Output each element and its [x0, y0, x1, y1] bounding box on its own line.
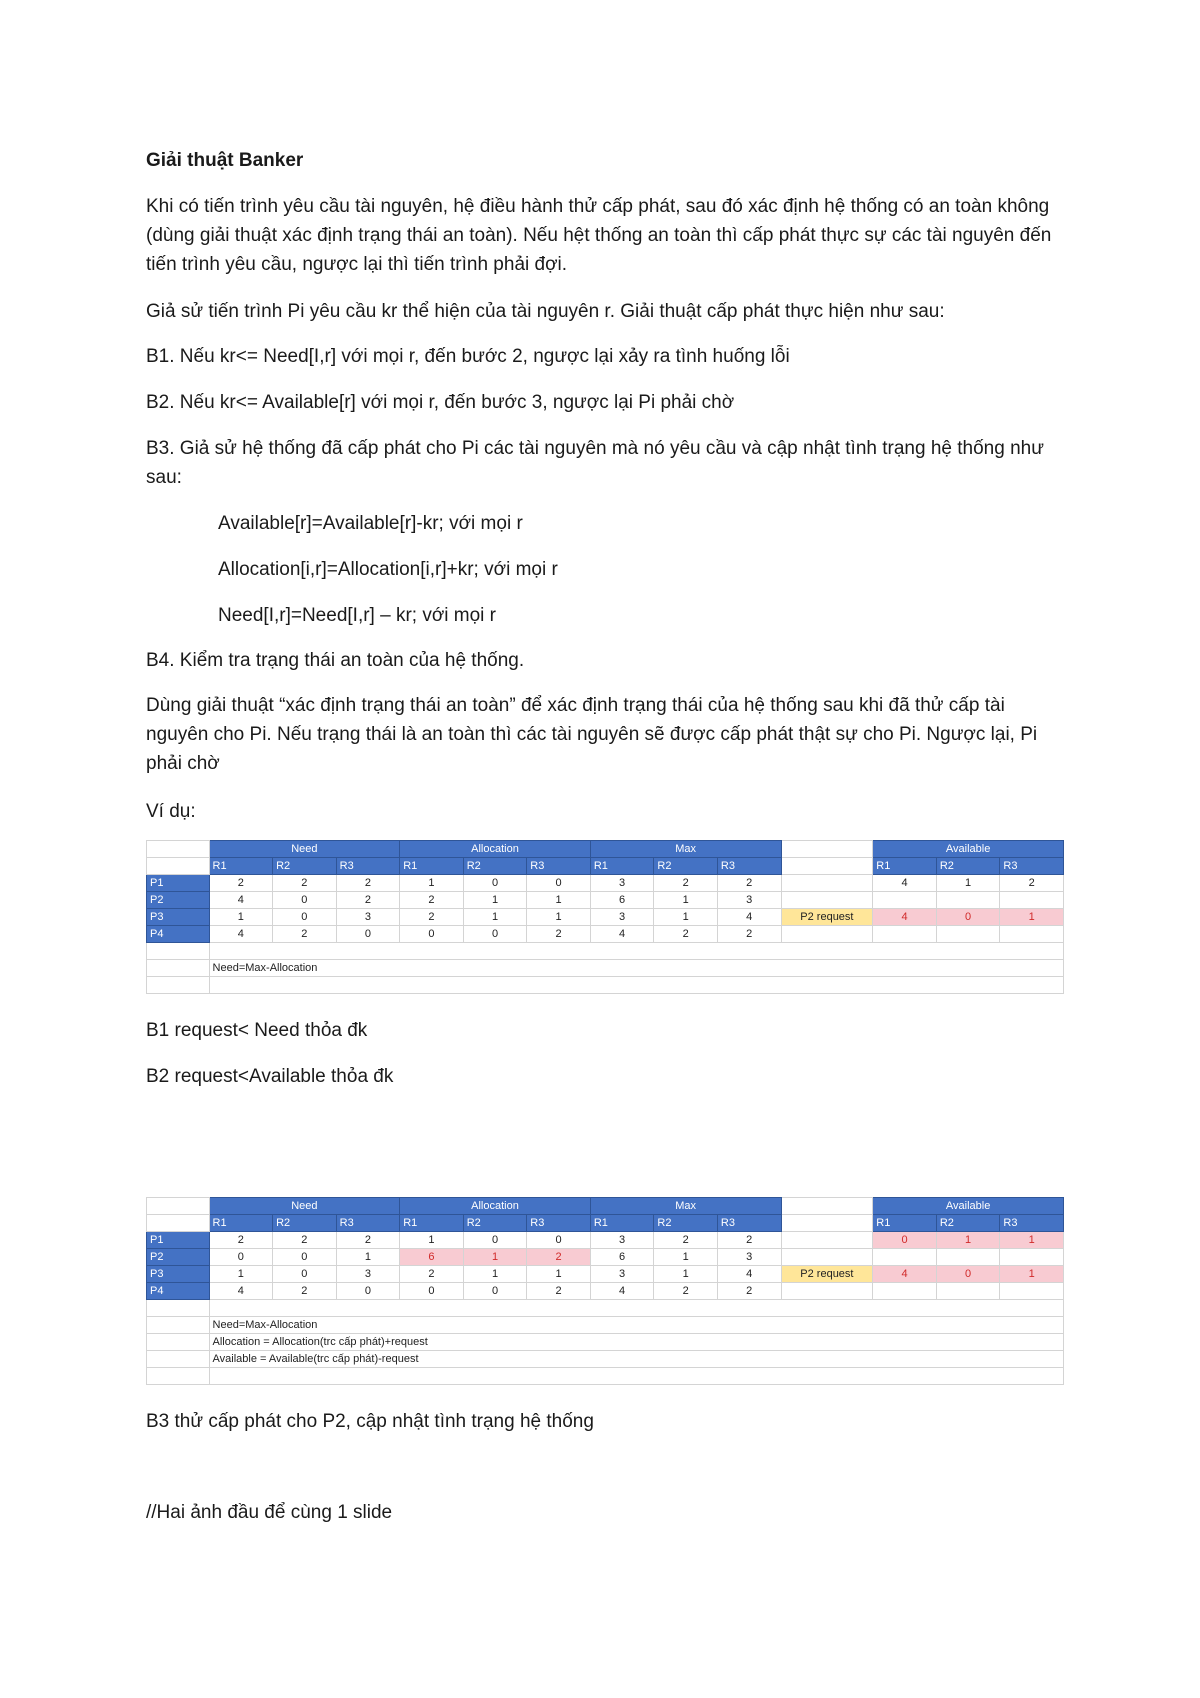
blank-cell — [1000, 892, 1064, 909]
request-cell: 0 — [936, 1266, 1000, 1283]
max-cell: 4 — [590, 1283, 654, 1300]
subheader-r2: R2 — [273, 1215, 337, 1232]
blank-cell — [147, 1300, 210, 1317]
available-cell: 1 — [936, 1232, 1000, 1249]
need-cell: 1 — [209, 909, 273, 926]
subheader-r3: R3 — [717, 858, 781, 875]
subheader-r3: R3 — [336, 858, 400, 875]
subheader-r2: R2 — [654, 858, 718, 875]
formula-available: Available[r]=Available[r]-kr; với mọi r — [218, 513, 523, 534]
blank-cell — [873, 1283, 937, 1300]
need-cell: 3 — [336, 909, 400, 926]
subheader-r3: R3 — [1000, 858, 1064, 875]
available-cell: 0 — [873, 1232, 937, 1249]
header-need: Need — [209, 1198, 400, 1215]
alloc-cell: 0 — [463, 1232, 527, 1249]
need-cell: 0 — [209, 1249, 273, 1266]
max-cell: 2 — [654, 875, 718, 892]
process-id: P2 — [147, 1249, 210, 1266]
need-cell: 4 — [209, 892, 273, 909]
formula-allocation: Allocation[i,r]=Allocation[i,r]+kr; với mọi r — [218, 559, 558, 580]
process-id: P3 — [147, 909, 210, 926]
blank-cell — [873, 1249, 937, 1266]
alloc-cell: 2 — [400, 892, 464, 909]
need-cell: 2 — [273, 1232, 337, 1249]
blank-cell — [873, 892, 937, 909]
alloc-cell: 2 — [400, 909, 464, 926]
corner-cell — [147, 841, 210, 858]
subheader-r1: R1 — [209, 1215, 273, 1232]
blank-cell — [781, 926, 873, 943]
table-row — [147, 875, 1064, 892]
alloc-cell: 1 — [527, 1266, 591, 1283]
blank-cell — [147, 1215, 210, 1232]
available-cell: 2 — [1000, 875, 1064, 892]
max-cell: 1 — [654, 892, 718, 909]
table-note: Available = Available(trc cấp phát)-request — [209, 1351, 1063, 1368]
need-cell: 2 — [209, 875, 273, 892]
header-max: Max — [590, 1198, 781, 1215]
alloc-cell: 1 — [463, 1266, 527, 1283]
need-cell: 0 — [273, 1249, 337, 1266]
alloc-cell: 2 — [400, 1266, 464, 1283]
request-cell: 4 — [873, 1266, 937, 1283]
blank-cell — [1000, 926, 1064, 943]
need-cell: 3 — [336, 1266, 400, 1283]
table-row — [147, 1232, 1064, 1249]
need-cell: 2 — [336, 892, 400, 909]
alloc-cell: 1 — [400, 875, 464, 892]
need-cell: 1 — [209, 1266, 273, 1283]
header-max: Max — [590, 841, 781, 858]
blank-cell — [147, 1368, 210, 1385]
blank-cell — [147, 977, 210, 994]
subheader-r2: R2 — [273, 858, 337, 875]
request-cell: 1 — [1000, 909, 1064, 926]
subheader-r2: R2 — [936, 858, 1000, 875]
request-cell: 1 — [1000, 1266, 1064, 1283]
blank-cell — [147, 1351, 210, 1368]
subheader-r3: R3 — [1000, 1215, 1064, 1232]
need-cell: 4 — [209, 926, 273, 943]
subheader-r3: R3 — [527, 1215, 591, 1232]
table-row — [147, 1283, 1064, 1300]
max-cell: 2 — [654, 1232, 718, 1249]
max-cell: 6 — [590, 892, 654, 909]
need-cell: 2 — [273, 1283, 337, 1300]
blank-cell — [209, 943, 1063, 960]
table-row — [147, 892, 1064, 909]
alloc-cell: 0 — [400, 1283, 464, 1300]
process-id: P4 — [147, 926, 210, 943]
need-cell: 2 — [273, 926, 337, 943]
alloc-cell: 2 — [527, 1283, 591, 1300]
subheader-r2: R2 — [936, 1215, 1000, 1232]
need-cell: 4 — [209, 1283, 273, 1300]
header-available: Available — [873, 841, 1064, 858]
blank-cell — [147, 960, 210, 977]
need-cell: 2 — [336, 1232, 400, 1249]
max-cell: 2 — [717, 1283, 781, 1300]
table-row — [147, 1266, 1064, 1283]
blank-cell — [781, 858, 873, 875]
max-cell: 6 — [590, 1249, 654, 1266]
subheader-r1: R1 — [873, 858, 937, 875]
need-cell: 0 — [273, 909, 337, 926]
blank-cell — [781, 1232, 873, 1249]
subheader-r3: R3 — [527, 858, 591, 875]
subheader-r1: R1 — [400, 858, 464, 875]
step-b4: B4. Kiểm tra trạng thái an toàn của hệ thống. — [146, 650, 525, 671]
blank-cell — [781, 892, 873, 909]
blank-cell — [936, 1249, 1000, 1266]
need-cell: 0 — [336, 1283, 400, 1300]
need-cell: 0 — [336, 926, 400, 943]
blank-cell — [781, 1198, 873, 1215]
max-cell: 1 — [654, 1249, 718, 1266]
process-id: P2 — [147, 892, 210, 909]
alloc-cell: 0 — [463, 926, 527, 943]
blank-cell — [147, 943, 210, 960]
subheader-r2: R2 — [463, 858, 527, 875]
max-cell: 3 — [590, 1232, 654, 1249]
max-cell: 2 — [717, 875, 781, 892]
blank-cell — [1000, 1249, 1064, 1266]
blank-cell — [147, 858, 210, 875]
alloc-cell: 2 — [527, 1249, 591, 1266]
blank-cell — [147, 1334, 210, 1351]
max-cell: 3 — [590, 909, 654, 926]
alloc-cell: 0 — [400, 926, 464, 943]
max-cell: 1 — [654, 1266, 718, 1283]
available-cell: 1 — [1000, 1232, 1064, 1249]
subheader-r2: R2 — [654, 1215, 718, 1232]
alloc-cell: 1 — [463, 892, 527, 909]
table-row — [147, 1249, 1064, 1266]
header-available: Available — [873, 1198, 1064, 1215]
header-allocation: Allocation — [400, 841, 591, 858]
process-id: P3 — [147, 1266, 210, 1283]
max-cell: 3 — [717, 892, 781, 909]
blank-cell — [873, 926, 937, 943]
alloc-cell: 2 — [527, 926, 591, 943]
process-id: P1 — [147, 875, 210, 892]
banker-table-after-allocation — [146, 1197, 1064, 1385]
max-cell: 1 — [654, 909, 718, 926]
blank-cell — [209, 1368, 1063, 1385]
doc-title: Giải thuật Banker — [146, 150, 304, 171]
max-cell: 4 — [590, 926, 654, 943]
subheader-r3: R3 — [336, 1215, 400, 1232]
blank-cell — [936, 892, 1000, 909]
corner-cell — [147, 1198, 210, 1215]
need-cell: 0 — [273, 892, 337, 909]
step-b2: B2. Nếu kr<= Available[r] với mọi r, đến bước 3, ngược lại Pi phải chờ — [146, 392, 735, 413]
blank-cell — [209, 1300, 1063, 1317]
request-cell: 4 — [873, 909, 937, 926]
max-cell: 2 — [717, 926, 781, 943]
footer-note: //Hai ảnh đầu để cùng 1 slide — [146, 1502, 393, 1523]
max-cell: 2 — [717, 1232, 781, 1249]
table-row — [147, 909, 1064, 926]
subheader-r1: R1 — [873, 1215, 937, 1232]
subheader-r3: R3 — [717, 1215, 781, 1232]
need-cell: 2 — [209, 1232, 273, 1249]
blank-cell — [936, 926, 1000, 943]
available-cell: 4 — [873, 875, 937, 892]
subheader-r1: R1 — [209, 858, 273, 875]
table-note: Allocation = Allocation(trc cấp phát)+request — [209, 1334, 1063, 1351]
result-b3: B3 thử cấp phát cho P2, cập nhật tình trạng hệ thống — [146, 1411, 594, 1432]
alloc-cell: 6 — [400, 1249, 464, 1266]
header-allocation: Allocation — [400, 1198, 591, 1215]
subheader-r2: R2 — [463, 1215, 527, 1232]
blank-cell — [209, 977, 1063, 994]
need-cell: 1 — [336, 1249, 400, 1266]
process-id: P1 — [147, 1232, 210, 1249]
request-cell: 0 — [936, 909, 1000, 926]
subheader-r1: R1 — [590, 1215, 654, 1232]
alloc-cell: 0 — [463, 875, 527, 892]
subheader-r1: R1 — [590, 858, 654, 875]
blank-cell — [936, 1283, 1000, 1300]
blank-cell — [781, 1283, 873, 1300]
max-cell: 3 — [590, 1266, 654, 1283]
step-b3: B3. Giả sử hệ thống đã cấp phát cho Pi các tài nguyên mà nó yêu cầu và cập nhật tình trạng hệ thống như sau: — [146, 438, 1044, 488]
example-label: Ví dụ: — [146, 801, 196, 822]
request-label: P2 request — [781, 1266, 873, 1283]
blank-cell — [781, 1215, 873, 1232]
alloc-cell: 0 — [463, 1283, 527, 1300]
result-b2: B2 request<Available thỏa đk — [146, 1066, 394, 1087]
max-cell: 3 — [590, 875, 654, 892]
blank-cell — [147, 1317, 210, 1334]
max-cell: 4 — [717, 909, 781, 926]
blank-cell — [781, 841, 873, 858]
need-cell: 2 — [273, 875, 337, 892]
need-cell: 0 — [273, 1266, 337, 1283]
max-cell: 2 — [654, 926, 718, 943]
blank-cell — [781, 1249, 873, 1266]
available-cell: 1 — [936, 875, 1000, 892]
paragraph-assumption: Giả sử tiến trình Pi yêu cầu kr thể hiện của tài nguyên r. Giải thuật cấp phát thực hiện như sau: — [146, 301, 945, 322]
max-cell: 4 — [717, 1266, 781, 1283]
banker-table-initial — [146, 840, 1064, 994]
table-note: Need=Max-Allocation — [209, 960, 1063, 977]
subheader-r1: R1 — [400, 1215, 464, 1232]
alloc-cell: 0 — [527, 1232, 591, 1249]
alloc-cell: 1 — [527, 909, 591, 926]
formula-need: Need[I,r]=Need[I,r] – kr; với mọi r — [218, 605, 497, 626]
blank-cell — [1000, 1283, 1064, 1300]
alloc-cell: 1 — [527, 892, 591, 909]
table-note: Need=Max-Allocation — [209, 1317, 1063, 1334]
table-row — [147, 926, 1064, 943]
alloc-cell: 1 — [463, 1249, 527, 1266]
max-cell: 3 — [717, 1249, 781, 1266]
max-cell: 2 — [654, 1283, 718, 1300]
alloc-cell: 1 — [400, 1232, 464, 1249]
need-cell: 2 — [336, 875, 400, 892]
alloc-cell: 1 — [463, 909, 527, 926]
blank-cell — [781, 875, 873, 892]
paragraph-intro: Khi có tiến trình yêu cầu tài nguyên, hệ điều hành thử cấp phát, sau đó xác định hệ thống có an toàn không (dùng giải thuật xác định trạng thái an toàn). Nếu hệt thống an toàn thì cấp phát thực sự các tài nguyên đến tiến trình yêu cầu, ngược lại thì tiến trình phải đợi. — [146, 196, 1052, 275]
result-b1: B1 request< Need thỏa đk — [146, 1020, 368, 1041]
alloc-cell: 0 — [527, 875, 591, 892]
request-label: P2 request — [781, 909, 873, 926]
step-b1: B1. Nếu kr<= Need[I,r] với mọi r, đến bước 2, ngược lại xảy ra tình huống lỗi — [146, 346, 790, 367]
header-need: Need — [209, 841, 400, 858]
process-id: P4 — [147, 1283, 210, 1300]
paragraph-safety: Dùng giải thuật “xác định trạng thái an toàn” để xác định trạng thái của hệ thống sau khi đã thử cấp tài nguyên cho Pi. Nếu trạng thái là an toàn thì các tài nguyên sẽ được cấp phát thật sự cho Pi. Ngược lại, Pi phải chờ — [146, 695, 1038, 774]
